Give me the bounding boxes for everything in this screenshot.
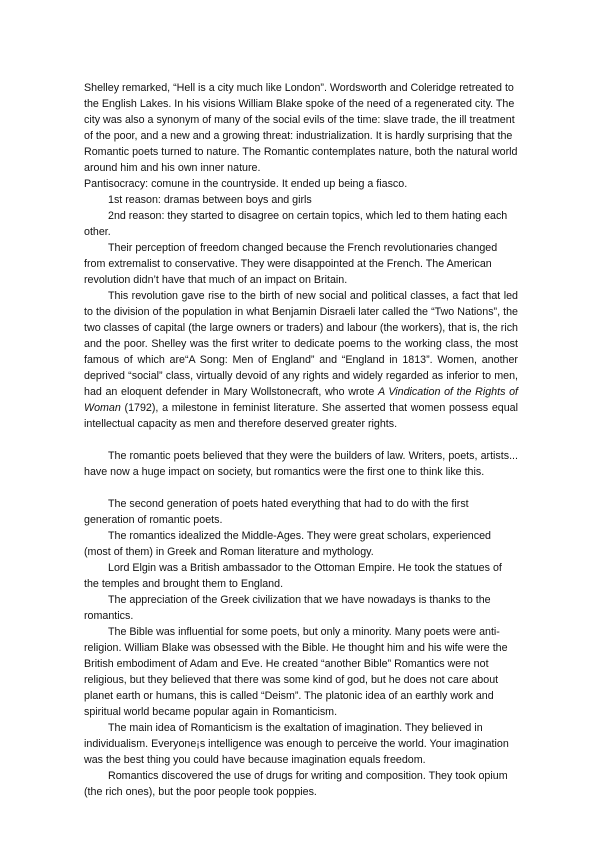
paragraph-lord-elgin: Lord Elgin was a British ambassador to the Ottoman Empire. He took the statues of the temples and brought them to England.: [84, 562, 502, 590]
book-title-vindication: A Vindication of the Rights of Woman: [84, 386, 518, 414]
blank-line: [84, 432, 518, 448]
paragraph-bible: The Bible was influential for some poets, but only a minority. Many poets were anti-religion. William Blake was obsessed with the Bible. He thought him and his wife were the British embodiment of Adam and Eve. He created “another Bible” Romantics were not religious, but they believed that there was some kind of god, but he does not care about planet earth or humans, this is called “Deism”. The platonic idea of an earthly work and spiritual world became popular again in Romanticism.: [84, 626, 508, 718]
paragraph-builders-of-law: The romantic poets believed that they were the builders of law. Writers, poets, artists... have now a huge impact on society, but romantics were the first one to think like this.: [84, 450, 518, 478]
blank-line: [84, 480, 518, 496]
paragraph-revolution-text-b: (1792), a milestone in feminist literature. She asserted that women possess equal intellectual capacity as men and therefore deserved greater rights.: [84, 402, 518, 430]
paragraph-second-generation: The second generation of poets hated everything that had to do with the first generation of romantic poets.: [84, 498, 469, 526]
paragraph-shelley-london: Shelley remarked, “Hell is a city much like London”. Wordsworth and Coleridge retreated to the English Lakes. In his visions William Blake spoke of the need of a regenerated city. The city was also a synonym of many of the social evils of the time: slave trade, the ill treatment of the poor, and a new and a growing threat: industrialization. It is hardly surprising that the Romantic poets turned to nature. The Romantic contemplates nature, both the natural world around him and his own inner nature.: [84, 82, 518, 174]
paragraph-revolution-text-a: This revolution gave rise to the birth of new social and political classes, a fact that led to the division of the population in what Benjamin Disraeli later called the “Two Nations”, the two classes of capital (the large owners or traders) and labour (the workers), that is, the rich and the poor. Shelley was the first writer to dedicate poems to the working class, the most famous of which are“A Song: Men of England” and “England in 1813”. Women, another deprived “social” class, virtually devoid of any rights and widely regarded as inferior to men, had an eloquent defender in Mary Wollstonecraft, who wrote: [84, 290, 518, 398]
paragraph-greek-appreciation: The appreciation of the Greek civilization that we have nowadays is thanks to the romantics.: [84, 594, 491, 622]
document-body: [84, 80, 518, 800]
paragraph-revolution-classes: [84, 288, 518, 432]
paragraph-pantisocracy: Pantisocracy: comune in the countryside. It ended up being a fiasco.: [84, 178, 408, 190]
paragraph-freedom-perception: Their perception of freedom changed because the French revolutionaries changed from extremalist to conservative. They were disappointed at the French. The American revolution didn’t have that much of an impact on Britain.: [84, 242, 498, 286]
paragraph-drugs: Romantics discovered the use of drugs for writing and composition. They took opium (the rich ones), but the poor people took poppies.: [84, 770, 508, 798]
paragraph-middle-ages: The romantics idealized the Middle-Ages. They were great scholars, experienced (most of them) in Greek and Roman literature and mythology.: [84, 530, 491, 558]
paragraph-first-reason: 1st reason: dramas between boys and girls: [108, 194, 312, 206]
paragraph-imagination: The main idea of Romanticism is the exaltation of imagination. They believed in individualism. Everyone¡s intelligence was enough to perceive the world. Your imagination was the best thing you could have because imagination equals freedom.: [84, 722, 509, 766]
paragraph-second-reason: 2nd reason: they started to disagree on certain topics, which led to them hating each other.: [84, 210, 508, 238]
